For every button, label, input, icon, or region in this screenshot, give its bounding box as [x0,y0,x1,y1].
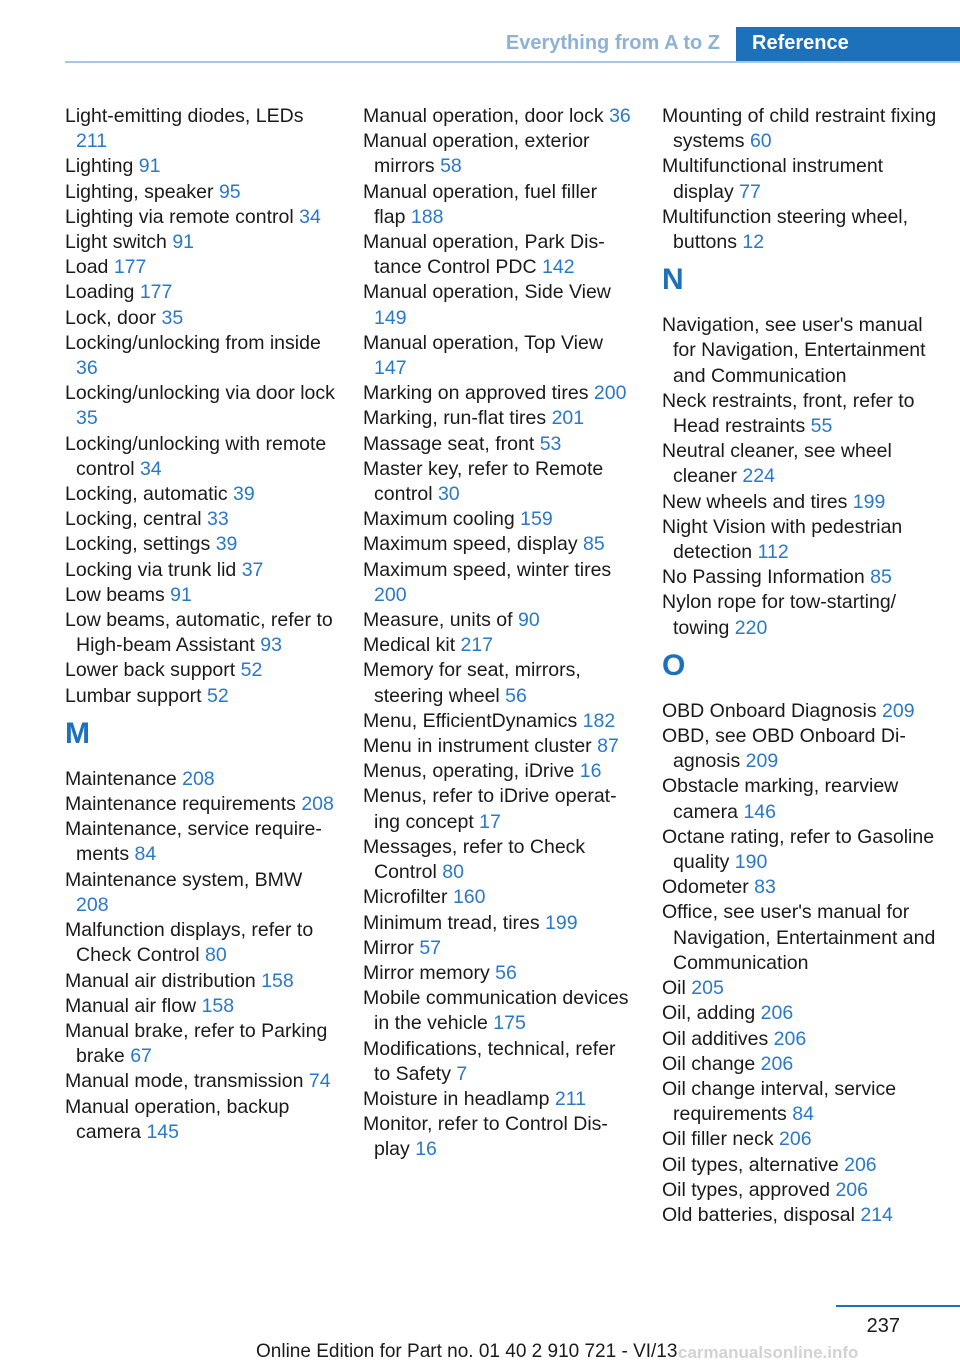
index-entry [363,961,633,986]
index-entry [65,507,335,532]
index-entry [662,154,937,204]
index-entry [363,230,633,280]
index-entry [65,306,335,331]
index-entry [363,1087,633,1112]
page-reference-link[interactable]: 149 [374,306,407,329]
index-entry-term: Locking/unlocking from inside [65,331,321,354]
index-entry-term: Manual operation, backup camera [65,1095,290,1143]
index-entry [363,406,633,431]
index-entry [662,724,937,774]
page-reference-link[interactable]: 83 [754,876,776,899]
index-entry [65,180,335,205]
page-reference-link[interactable]: 220 [734,616,768,639]
index-entry-term: Lighting via remote control [65,205,294,228]
index-entry [662,1027,937,1052]
index-entry [363,633,633,658]
index-entry-term: OBD Onboard Diagnosis [662,699,877,722]
page-reference-link[interactable]: 200 [374,583,407,606]
index-entry [363,1037,633,1087]
page-reference-link[interactable]: 177 [139,281,173,304]
index-entry-term: Lumbar support [65,684,202,707]
index-entry [363,104,633,129]
index-entry-term: Multifunction steering wheel, buttons [662,205,909,254]
page-reference-link[interactable]: 188 [410,205,444,228]
page-reference-link[interactable]: 205 [691,977,724,1000]
index-entry-term: Locking via trunk lid [65,558,237,581]
index-entry [363,129,633,179]
index-entry [65,482,335,507]
page-reference-link[interactable]: 34 [299,205,321,228]
index-entry-term: Maximum speed, winter tires [363,558,612,581]
index-entry [363,658,633,708]
edition-footer: Online Edition for Part no. 01 40 2 910 721 - VI/13 [256,1341,678,1362]
index-entry [363,911,633,936]
index-entry-term: Light-emitting diodes, LEDs [65,105,304,127]
index-entry-term: Oil [662,977,686,1000]
index-entry [65,1095,335,1145]
page-reference-link[interactable]: 35 [76,407,98,430]
index-entry-term: Medical kit [363,634,456,657]
page-reference-link[interactable]: 206 [844,1153,877,1176]
index-entry [363,331,633,381]
page-reference-link[interactable]: 147 [374,357,407,380]
page-reference-link[interactable]: 77 [739,180,761,203]
index-entry-term: Obstacle marking, rearview camera [662,775,899,823]
index-entry [662,1203,937,1228]
index-entry [65,608,335,658]
page-reference-link[interactable]: 56 [505,684,527,707]
index-entry-term: Locking, settings [65,533,211,556]
index-entry [363,608,633,633]
index-entry [65,658,335,683]
page-reference-link[interactable]: 206 [773,1027,807,1050]
page-reference-link[interactable]: 209 [745,750,779,773]
index-entry [65,154,335,179]
page-reference-link[interactable]: 160 [452,886,486,909]
page-reference-link[interactable]: 36 [76,357,98,380]
page-reference-link[interactable]: 159 [520,508,553,531]
index-entry-term: Marking on approved tires [363,382,589,405]
page-reference-link[interactable]: 211 [76,130,108,153]
page-reference-link[interactable]: 84 [134,843,157,866]
watermark: carmanualsonline.info [678,1343,859,1362]
page-reference-link[interactable]: 208 [182,767,215,790]
index-entry-term: Oil types, alternative [662,1153,839,1176]
index-entry-term: Maximum cooling [363,508,515,531]
page-reference-link[interactable]: 12 [742,231,765,254]
index-entry [65,1019,335,1069]
index-entry-term: Oil additives [662,1027,769,1050]
page-reference-link[interactable]: 34 [139,457,162,480]
index-entry-term: Maintenance [65,767,177,790]
page-reference-link[interactable]: 52 [240,659,263,682]
index-entry [65,532,335,557]
page-reference-link[interactable]: 7 [456,1062,468,1085]
index-entry-term: Monitor, refer to Control Display [363,1113,608,1161]
index-entry-term: Manual operation, Side View [363,281,611,304]
page-reference-link[interactable]: 93 [260,634,282,657]
page-reference-link[interactable]: 87 [597,735,619,758]
index-entry-term: Lighting [65,155,134,178]
index-entry [363,835,633,885]
index-entry [662,515,937,565]
index-entry [65,558,335,583]
index-entry-term: Low beams, automatic, refer to High-beam Assistant [65,609,333,657]
index-letter-heading: O [662,648,686,682]
index-column-3 [662,104,937,1228]
page-reference-link[interactable]: 17 [479,810,501,833]
index-column-2 [363,104,633,1163]
index-entry [65,255,335,280]
page-reference-link[interactable]: 224 [742,465,775,488]
page-reference-link[interactable]: 67 [130,1045,152,1068]
page-reference-link[interactable]: 91 [138,155,161,178]
index-entry-term: Manual operation, exterior mirrors [363,130,590,178]
page-reference-link[interactable]: 52 [207,684,229,707]
index-entry [662,205,937,255]
index-entry [65,230,335,255]
index-entry-term: Lower back support [65,659,236,682]
index-entry-term: Old batteries, disposal [662,1203,855,1226]
index-entry [65,205,335,230]
index-entry-term: Menu, EfficientDynamics [363,709,578,732]
page-reference-link[interactable]: 85 [870,566,892,589]
page-reference-link[interactable]: 142 [542,256,575,279]
index-entry-term: Nylon rope for tow-starting/ towing [662,591,897,639]
page-reference-link[interactable]: 211 [554,1087,586,1110]
index-entry-term: Menus, refer to iDrive operating concept [363,785,617,833]
index-entry-term: Neutral cleaner, see wheel cleaner [662,440,892,488]
index-entry [65,381,335,431]
index-entry [662,900,937,976]
index-entry-term: Manual mode, transmission [65,1070,304,1093]
index-entry [662,565,937,590]
page-reference-link[interactable]: 206 [779,1128,812,1151]
index-entry-term: Maintenance, service requirements [65,818,322,866]
index-entry-term: Low beams [65,583,165,606]
index-entry [662,699,937,724]
index-entry [662,1127,937,1152]
index-entry [662,1153,937,1178]
index-entry-term: Mounting of child restraint fixing systems [662,105,937,153]
index-entry [363,280,633,330]
page-reference-link[interactable]: 57 [419,936,442,959]
page-reference-link[interactable]: 206 [760,1052,794,1075]
page-reference-link[interactable]: 177 [113,256,147,279]
page-reference-link[interactable]: 190 [734,851,768,874]
page-reference-link[interactable]: 30 [437,483,460,506]
index-entry [662,1052,937,1077]
index-entry [363,759,633,784]
index-entry [662,389,937,439]
index-entry [662,439,937,489]
index-entry [65,817,335,867]
page-reference-link[interactable]: 16 [415,1138,437,1161]
index-entry [363,457,633,507]
header-chapter-tab: Reference [736,27,960,62]
index-entry [65,868,335,918]
header-tabs [0,27,960,62]
index-entry-term: Lighting, speaker [65,180,214,203]
header-divider [65,61,960,63]
index-entry-term: Modifications, technical, refer to Safety [363,1037,616,1085]
index-entry [363,507,633,532]
page-reference-link[interactable]: 208 [76,893,109,916]
index-entry [65,104,335,154]
page-reference-link[interactable]: 90 [518,609,540,632]
index-entry-term: Malfunction displays, refer to Check Control [65,919,314,967]
index-entry-term: Mirror memory [363,961,490,984]
index-entry [363,381,633,406]
index-entry-term: Marking, run-flat tires [363,407,547,430]
index-entry-term: Manual operation, door lock [363,105,604,127]
index-entry [662,875,937,900]
index-entry-term: Manual air flow [65,994,197,1017]
page-reference-link[interactable]: 208 [301,793,334,816]
index-entry [662,825,937,875]
index-entry-term: New wheels and tires [662,490,848,513]
index-entry-term: Measure, units of [363,609,513,632]
index-entry [65,432,335,482]
index-entry-term: Multifunctional instrument display [662,155,884,203]
index-entry [363,784,633,834]
page-reference-link[interactable]: 39 [215,533,238,556]
index-entry-term: Massage seat, front [363,432,535,455]
index-entry-term: Memory for seat, mirrors, steering wheel [363,659,581,707]
index-entry [65,994,335,1019]
index-entry [662,774,937,824]
index-entry-term: Oil change interval, service requirements [662,1077,897,1126]
index-entry-term: Locking, automatic [65,483,228,506]
index-entry-term: Oil change [662,1052,756,1075]
page-reference-link[interactable]: 53 [539,432,562,455]
index-entry-term: Manual brake, refer to Parking brake [65,1019,328,1068]
page-reference-link[interactable]: 175 [493,1012,526,1035]
index-entry-term: Maintenance requirements [65,793,296,816]
page-reference-link[interactable]: 74 [308,1070,331,1093]
index-entry-term: Locking/unlocking via door lock [65,382,335,405]
index-entry [65,1069,335,1094]
page-reference-link[interactable]: 209 [882,699,915,722]
page-reference-link[interactable]: 91 [170,583,192,606]
page-reference-link[interactable]: 84 [792,1103,814,1126]
index-entry [363,885,633,910]
index-entry [363,180,633,230]
page-reference-link[interactable]: 33 [207,508,229,531]
index-entry [662,104,937,154]
page-reference-link[interactable]: 58 [440,155,462,178]
page-reference-link[interactable]: 112 [757,541,789,564]
index-entry [363,1112,633,1162]
page-number: 237 [866,1315,900,1337]
index-entry-term: Locking/unlocking with remote control [65,432,327,480]
index-entry [662,490,937,515]
index-entry [363,532,633,557]
index-entry [65,331,335,381]
index-entry-term: Minimum tread, tires [363,911,540,934]
page-reference-link[interactable]: 146 [743,800,776,823]
index-entry-term: No Passing Information [662,566,865,589]
index-entry-term: Manual air distribution [65,969,256,992]
index-entry-term: Octane rating, refer to Gasoline quality [662,825,935,874]
index-letter-heading: N [662,263,684,297]
page-reference-link[interactable]: 158 [261,969,294,992]
index-column-1 [65,104,335,1145]
page-reference-link[interactable]: 200 [593,382,627,405]
page-reference-link[interactable]: 39 [233,483,255,506]
index-entry-term: Master key, refer to Remote control [363,457,604,506]
index-entry [662,590,937,640]
page-reference-link[interactable]: 16 [579,760,602,783]
page-reference-link[interactable]: 56 [495,961,517,984]
index-entry-term: Oil, adding [662,1002,756,1025]
index-entry-term: Menus, operating, iDrive [363,760,575,783]
page-reference-link[interactable]: 182 [582,709,616,732]
index-entry-term: Menu in instrument cluster [363,735,592,758]
page-reference-link[interactable]: 85 [583,533,605,556]
index-entry [363,432,633,457]
page-reference-link[interactable]: 91 [172,231,195,254]
index-letter-heading: M [65,716,90,750]
page-reference-link[interactable]: 145 [146,1120,179,1143]
page-reference-link[interactable]: 217 [460,634,494,657]
index-entry-term: Manual operation, Park Distance Control PDC [363,231,605,279]
index-entry-term: Mobile communication devices in the vehicle [363,987,629,1035]
index-entry [662,1001,937,1026]
index-entry-term: Maximum speed, display [363,533,578,556]
page-reference-link[interactable]: 60 [749,130,772,153]
page-reference-link[interactable]: 206 [760,1002,794,1025]
index-entry-term: Navigation, see user's manual for Navigation, Entertainment and Communication [662,314,926,387]
index-entry [363,986,633,1036]
index-entry [662,976,937,1001]
index-entry [65,280,335,305]
index-entry-term: Manual operation, Top View [363,331,603,354]
index-entry-term: Microfilter [363,886,448,909]
index-entry-term: Manual operation, fuel filler flap [363,180,598,228]
page-reference-link[interactable]: 37 [241,558,264,581]
header-section-title: Everything from A to Z [505,32,720,54]
index-entry [65,792,335,817]
index-entry-term: Office, see user's manual for Navigation, Entertainment and Communication [662,901,936,974]
index-entry [662,313,937,389]
page-reference-link[interactable]: 95 [218,180,241,203]
index-entry [363,734,633,759]
index-entry-term: Night Vision with pedestrian detection [662,515,903,564]
index-entry-term: Locking, central [65,508,202,531]
index-entry-term: Oil types, approved [662,1178,831,1201]
footer-divider [836,1305,960,1307]
index-entry-term: Messages, refer to Check Control [363,835,586,884]
index-entry [65,969,335,994]
index-entry-term: Loading [65,281,135,304]
index-entry-term: Maintenance system, BMW [65,868,303,891]
index-entry-term: Load [65,256,109,279]
index-entry [662,1077,937,1127]
page-reference-link[interactable]: 206 [835,1178,868,1201]
index-entry-term: Light switch [65,231,167,254]
index-entry [65,767,335,792]
index-entry-term: Mirror [363,936,414,959]
index-entry [363,936,633,961]
index-entry-term: Lock, door [65,306,157,329]
index-entry [662,1178,937,1203]
index-entry [65,583,335,608]
index-entry-term: Neck restraints, front, refer to Head restraints [662,389,915,438]
page-reference-link[interactable]: 199 [545,911,578,934]
page-reference-link[interactable]: 55 [810,415,833,438]
page-reference-link[interactable]: 199 [852,490,886,513]
page-reference-link[interactable]: 158 [201,994,235,1017]
index-entry [363,709,633,734]
index-entry-term: Odometer [662,876,749,899]
page-reference-link[interactable]: 36 [609,105,631,127]
page-reference-link[interactable]: 80 [442,861,464,884]
index-entry-term: OBD, see OBD Onboard Diagnosis [662,725,906,773]
page-reference-link[interactable]: 201 [551,407,585,430]
page-reference-link[interactable]: 80 [204,944,227,967]
index-entry-term: Moisture in headlamp [363,1087,550,1110]
index-entry [363,558,633,608]
index-entry [65,918,335,968]
page-reference-link[interactable]: 35 [161,306,184,329]
page-reference-link[interactable]: 214 [860,1203,893,1226]
index-entry-term: Oil filler neck [662,1128,774,1151]
index-entry [65,684,335,709]
